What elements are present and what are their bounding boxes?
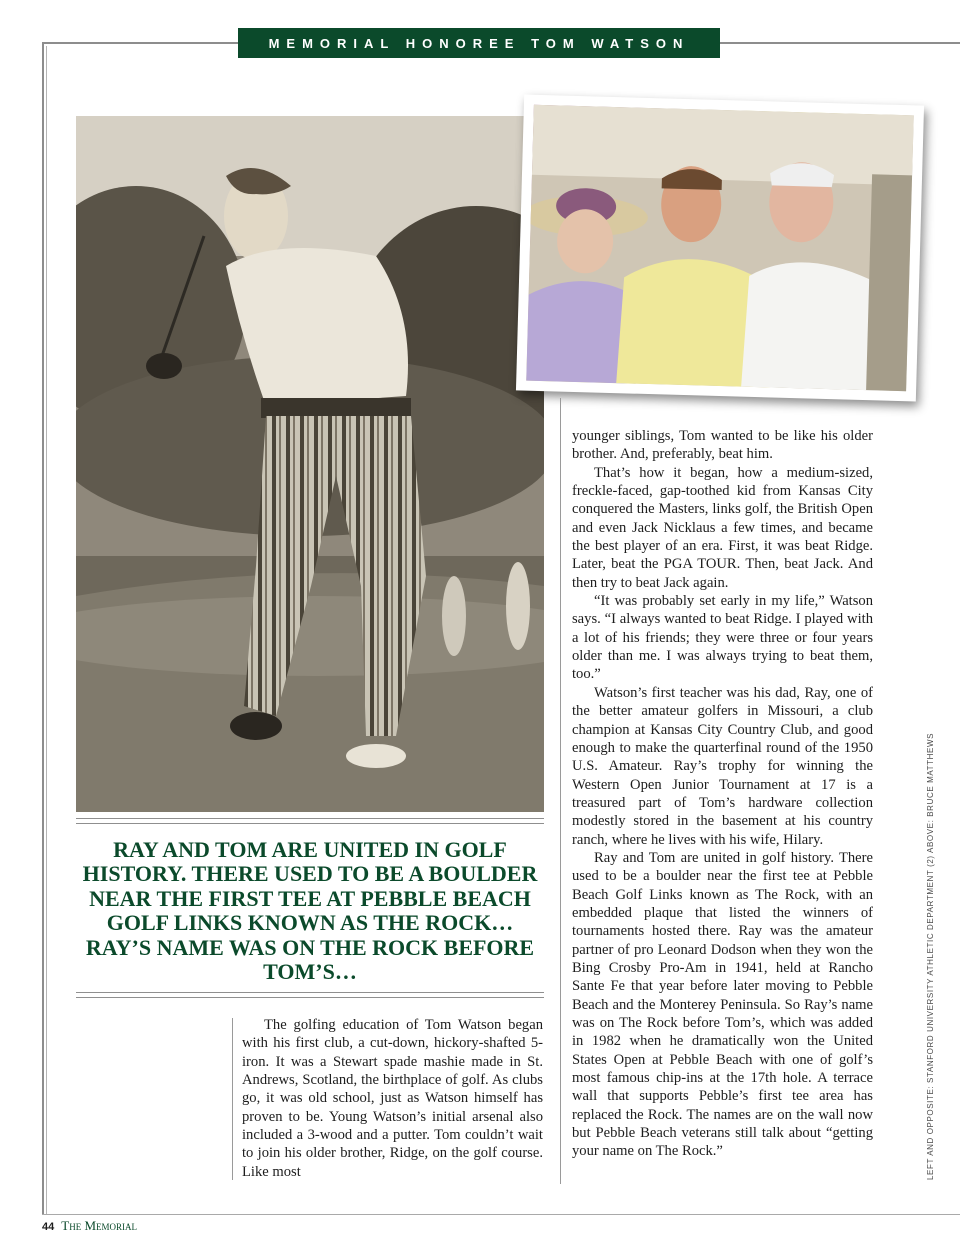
column-rule-left	[232, 1018, 233, 1180]
body-text-right-column	[572, 427, 873, 1161]
paragraph-block	[572, 849, 873, 1161]
paragraph: “It was probably set early in my life,” Watson says. “I always wanted to beat Ridge. I played with a lot of his friends; they were three or four years older than me. I was always trying to beat them, too.”	[572, 593, 873, 683]
section-header-title: MEMORIAL HONOREE TOM WATSON	[268, 35, 690, 51]
pullquote-bottom-rule	[76, 992, 544, 993]
pullquote-top-rule	[76, 818, 544, 819]
inset-photo	[526, 105, 914, 392]
paragraph-block	[572, 592, 873, 684]
pullquote-bottom-rule-2	[76, 997, 544, 998]
pull-quote: RAY AND TOM ARE UNITED IN GOLF HISTORY. THERE USED TO BE A BOULDER NEAR THE FIRST TEE AT PEBBLE BEACH GOLF LINKS KNOWN AS THE ROCK… RAY’S NAME WAS ON THE ROCK BEFORE TOM’S…	[82, 837, 538, 985]
pullquote-top-rule-2	[76, 823, 544, 824]
footer-rule	[42, 1214, 960, 1215]
inset-photo-frame	[516, 94, 924, 401]
page-frame-left-rule	[42, 42, 44, 1214]
section-header	[238, 28, 720, 58]
paragraph: That’s how it began, how a medium-sized, freckle-faced, gap-toothed kid from Kansas City conquered the Masters, links golf, the British Open and even Jack Nicklaus a few times, and became the best player of an era. First, it was beat Ridge. Later, beat the PGA TOUR. Then, beat Jack. And then try to beat Jack again.	[572, 464, 873, 591]
page-frame-left-rule-inner	[46, 46, 47, 1214]
page-number: 44	[42, 1221, 55, 1233]
publication-name: The Memorial	[61, 1218, 137, 1233]
main-photo-illustration	[76, 116, 544, 812]
column-rule-right	[560, 398, 561, 1184]
paragraph: Ray and Tom are united in golf history. There used to be a boulder near the first tee at Pebble Beach Golf Links known as The Rock, with an embedded plaque that listed the winners of tournaments hosted there. Ray was the amateur partner of pro Leonard Dodson when they won the Bing Crosby Pro-Am in 1941, held at Rancho Sante Fe that year before later moving to Pebble Beach and the Monterey Peninsula. So Ray’s name was on The Rock before Tom’s, which was added in 1982 when he dramatically won the United States Open at Pebble Beach with one of golf’s most famous chip-ins at the 17th hole. A terrace wall that supports Pebble’s first tee area has replaced the Rock. The names are on the wall now but Pebble Beach veterans still talk about “getting your name on The Rock.”	[572, 849, 873, 1160]
page-folio	[42, 1218, 137, 1234]
main-photo	[76, 116, 544, 812]
paragraph: younger siblings, Tom wanted to be like his older brother. And, preferably, beat him.	[572, 428, 873, 463]
paragraph: Watson’s first teacher was his dad, Ray, one of the better amateur golfers in Missouri, a club champion at Kansas City Country Club, and good enough to make the quarterfinal round of the 1950 U.S. Amateur. Ray’s trophy for winning the Western Open Junior Tournament at 17 is a treasured part of Tom’s hardware collection modestly stored in the basement at his country ranch, where he lives with his wife, Hilary.	[572, 684, 873, 848]
paragraph-block	[572, 464, 873, 592]
photo-credit: LEFT AND OPPOSITE: STANFORD UNIVERSITY ATHLETIC DEPARTMENT (2) ABOVE: BRUCE MATTHEWS	[926, 732, 935, 1180]
paragraph: The golfing education of Tom Watson began with his first club, a cut-down, hickory-shafted 5-iron. It was a Stewart spade mashie made in St. Andrews, Scotland, the birthplace of golf. As clubs go, it was old school, just as Watson himself has proven to be. Young Watson’s initial arsenal also included a 3-wood and a putter. Tom couldn’t wait to join his older brother, Ridge, on the golf course. Like most	[242, 1017, 543, 1180]
paragraph-block	[572, 684, 873, 849]
inset-photo-illustration	[526, 105, 914, 392]
body-text-left-column	[242, 1016, 543, 1181]
